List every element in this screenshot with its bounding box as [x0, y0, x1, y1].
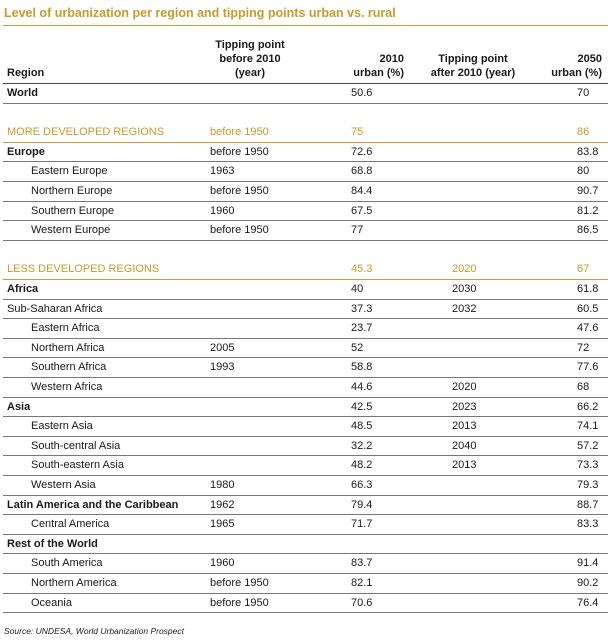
cell-urban-2050: 68	[577, 381, 590, 393]
cell-region: Northern America	[31, 577, 117, 589]
header-urban-2010-line1: 2010	[379, 53, 404, 65]
cell-urban-2050: 86	[577, 126, 590, 139]
cell-region: Eastern Europe	[31, 165, 108, 178]
cell-region: Africa	[7, 283, 39, 295]
cell-tipping-after: 2020	[452, 263, 477, 276]
table-row	[3, 162, 608, 182]
cell-urban-2050: 70	[577, 87, 590, 99]
table-row	[3, 378, 608, 398]
cell-tipping-before: 1980	[210, 479, 235, 491]
cell-urban-2010: 67.5	[351, 204, 373, 217]
cell-urban-2010: 84.4	[351, 185, 373, 197]
cell-region: World	[7, 87, 38, 99]
cell-urban-2050: 79.3	[577, 479, 599, 491]
cell-tipping-before: 1960	[210, 557, 235, 570]
cell-urban-2010: 72.6	[351, 145, 373, 158]
table-row	[3, 319, 608, 339]
cell-urban-2010: 68.8	[351, 165, 373, 178]
table-row	[3, 515, 608, 535]
cell-tipping-after: 2030	[452, 283, 477, 295]
cell-urban-2010: 44.6	[351, 381, 373, 393]
cell-urban-2050: 47.6	[577, 322, 599, 335]
table-row	[3, 398, 608, 418]
cell-urban-2050: 80	[577, 165, 590, 178]
table-row	[3, 496, 608, 516]
cell-region: Europe	[7, 145, 45, 158]
cell-urban-2010: 48.2	[351, 459, 373, 472]
cell-urban-2010: 66.3	[351, 479, 373, 491]
cell-tipping-before: 1960	[210, 204, 235, 217]
cell-urban-2010: 79.4	[351, 498, 373, 511]
header-tipping-after	[418, 52, 528, 80]
cell-urban-2050: 81.2	[577, 204, 599, 217]
table-row	[3, 202, 608, 222]
cell-tipping-before: before 1950	[210, 596, 269, 609]
cell-tipping-before: before 1950	[210, 577, 269, 589]
cell-tipping-before: 1965	[210, 518, 235, 531]
table-row	[3, 437, 608, 457]
table-row	[3, 84, 608, 104]
cell-urban-2010: 83.7	[351, 557, 373, 570]
table-row	[3, 594, 608, 614]
cell-region: Latin America and the Caribbean	[7, 498, 179, 511]
cell-region: Eastern Asia	[31, 420, 93, 433]
cell-urban-2010: 48.5	[351, 420, 373, 433]
header-tipping-before-line2: before 2010	[219, 53, 281, 65]
cell-tipping-before: before 1950	[210, 126, 269, 139]
table-row	[3, 182, 608, 202]
cell-urban-2010: 58.8	[351, 361, 373, 374]
table-row	[3, 339, 608, 359]
header-region-label: Region	[7, 67, 45, 79]
cell-region: Northern Africa	[31, 341, 105, 354]
cell-region: Western Africa	[31, 381, 103, 393]
cell-tipping-after: 2013	[452, 459, 477, 472]
cell-tipping-before: before 1950	[210, 224, 269, 237]
cell-urban-2050: 60.5	[577, 302, 599, 315]
table-row	[3, 554, 608, 574]
cell-urban-2050: 90.7	[577, 185, 599, 197]
header-tipping-before-line3: (year)	[235, 67, 265, 79]
cell-urban-2010: 70.6	[351, 596, 373, 609]
cell-region: Southern Africa	[31, 361, 107, 374]
cell-tipping-before: before 1950	[210, 145, 269, 158]
cell-urban-2050: 83.3	[577, 518, 599, 531]
cell-region: Western Asia	[31, 479, 96, 491]
cell-region: Southern Europe	[31, 204, 115, 217]
cell-tipping-after: 2032	[452, 302, 477, 315]
cell-urban-2050: 57.2	[577, 439, 599, 452]
cell-urban-2050: 90.2	[577, 577, 599, 589]
table-row	[3, 358, 608, 378]
cell-tipping-after: 2020	[452, 381, 477, 393]
cell-urban-2050: 83.8	[577, 145, 599, 158]
table-row	[3, 241, 608, 261]
cell-tipping-after: 2040	[452, 439, 477, 452]
cell-urban-2050: 77.6	[577, 361, 599, 374]
cell-tipping-before: before 1950	[210, 185, 269, 197]
table-row	[3, 456, 608, 476]
table-row	[3, 221, 608, 241]
cell-urban-2010: 37.3	[351, 302, 373, 315]
header-region	[7, 66, 44, 80]
cell-urban-2010: 45.3	[351, 263, 373, 276]
cell-tipping-after: 2013	[452, 420, 477, 433]
header-urban-2050	[530, 52, 602, 80]
cell-urban-2010: 71.7	[351, 518, 373, 531]
cell-urban-2050: 86.5	[577, 224, 599, 237]
cell-urban-2050: 73.3	[577, 459, 599, 472]
cell-region: Sub-Saharan Africa	[7, 302, 103, 315]
cell-urban-2010: 40	[351, 283, 364, 295]
table-row	[3, 123, 608, 143]
header-urban-2050-line1: 2050	[577, 53, 602, 65]
cell-urban-2050: 76.4	[577, 596, 599, 609]
cell-urban-2050: 74.1	[577, 420, 599, 433]
cell-urban-2010: 52	[351, 341, 364, 354]
cell-region: Asia	[7, 400, 31, 413]
cell-region: LESS DEVELOPED REGIONS	[7, 263, 160, 276]
table-row	[3, 143, 608, 163]
table-row	[3, 280, 608, 300]
header-urban-2010-line2: urban (%)	[353, 67, 404, 79]
cell-tipping-before: 1963	[210, 165, 235, 178]
table-row	[3, 260, 608, 280]
cell-region: Rest of the World	[7, 537, 98, 550]
cell-tipping-after: 2023	[452, 400, 477, 413]
cell-region: Eastern Africa	[31, 322, 100, 335]
cell-urban-2010: 42.5	[351, 400, 373, 413]
cell-region: Oceania	[31, 596, 72, 609]
cell-urban-2010: 77	[351, 224, 364, 237]
cell-urban-2050: 66.2	[577, 400, 599, 413]
header-tipping-after-line1: Tipping point	[438, 53, 508, 65]
header-tipping-before	[198, 38, 302, 80]
cell-urban-2050: 72	[577, 341, 590, 354]
cell-region: Northern Europe	[31, 185, 113, 197]
title-divider	[3, 25, 608, 26]
table-title: Level of urbanization per region and tipping points urban vs. rural	[4, 6, 396, 20]
source-note: Source: UNDESA, World Urbanization Prospect	[4, 626, 184, 636]
table-row	[3, 300, 608, 320]
cell-region: Central America	[31, 518, 110, 531]
header-urban-2010	[318, 52, 404, 80]
cell-region: South-central Asia	[31, 439, 121, 452]
table-row	[3, 574, 608, 594]
cell-urban-2050: 67	[577, 263, 590, 276]
cell-region: South America	[31, 557, 103, 570]
table-row	[3, 104, 608, 124]
cell-region: MORE DEVELOPED REGIONS	[7, 126, 165, 139]
header-urban-2050-line2: urban (%)	[551, 67, 602, 79]
header-tipping-after-line2: after 2010 (year)	[430, 67, 516, 79]
cell-urban-2010: 75	[351, 126, 364, 139]
header-tipping-before-line1: Tipping point	[215, 39, 285, 51]
cell-tipping-before: 1993	[210, 361, 235, 374]
cell-urban-2010: 50.6	[351, 87, 373, 99]
cell-region: Western Europe	[31, 224, 111, 237]
cell-region: South-eastern Asia	[31, 459, 124, 472]
table-row	[3, 535, 608, 555]
cell-urban-2010: 32.2	[351, 439, 373, 452]
cell-urban-2010: 23.7	[351, 322, 373, 335]
cell-urban-2050: 91.4	[577, 557, 599, 570]
cell-urban-2050: 61.8	[577, 283, 599, 295]
cell-tipping-before: 1962	[210, 498, 235, 511]
table-row	[3, 476, 608, 496]
table-row	[3, 417, 608, 437]
cell-urban-2010: 82.1	[351, 577, 373, 589]
cell-tipping-before: 2005	[210, 341, 235, 354]
cell-urban-2050: 88.7	[577, 498, 599, 511]
